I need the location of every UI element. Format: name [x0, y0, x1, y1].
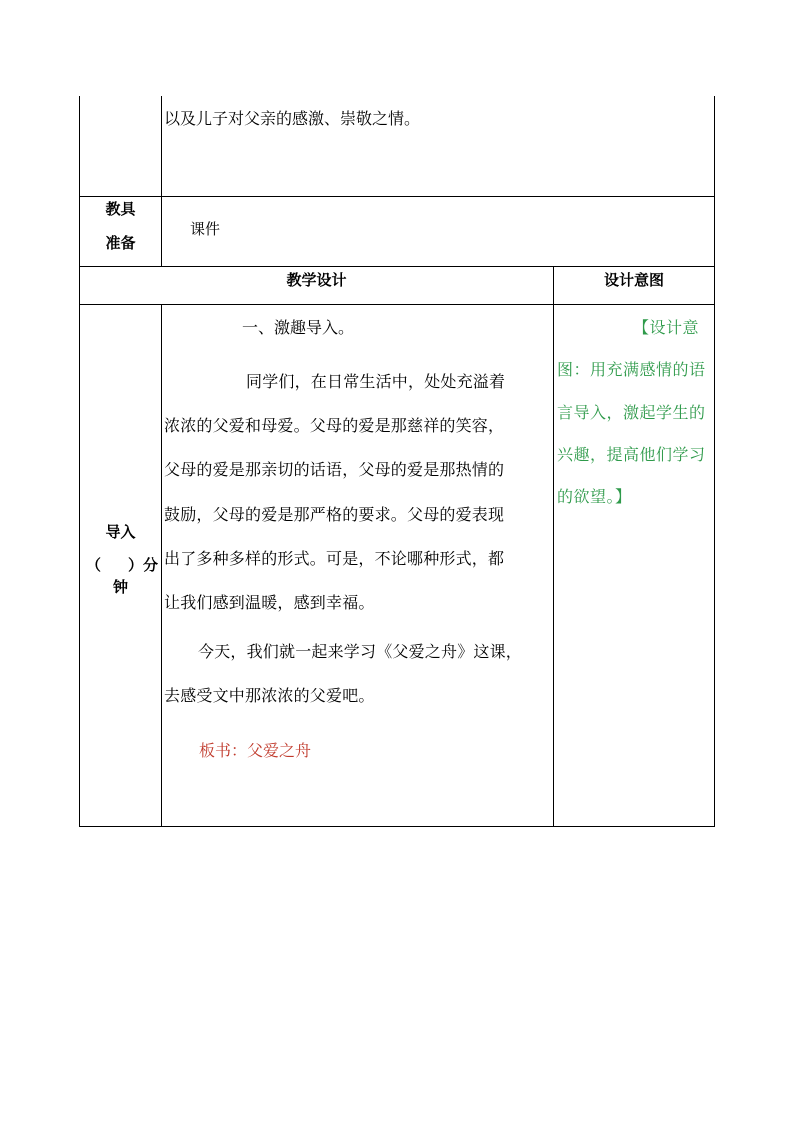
- paragraph1-line: 出了多种多样的形式。可是，不论哪种形式，都: [164, 549, 505, 568]
- goal-text-tail: 以及儿子对父亲的感激、崇敬之情。: [164, 109, 421, 128]
- header-design-column: 教学设计: [286, 271, 347, 289]
- intro-label-paren-left: （: [86, 556, 102, 574]
- intro-label-line3: 钟: [112, 578, 128, 596]
- table-divider-label-upper: [161, 96, 162, 267]
- intent-line: 图：用充满感情的语: [557, 360, 706, 379]
- materials-value: 课件: [190, 220, 221, 238]
- intro-heading: 一、激趣导入。: [242, 318, 355, 337]
- table-border-bottom: [79, 826, 715, 827]
- header-intent-column: 设计意图: [603, 271, 664, 289]
- intro-label-paren-right: ）分: [128, 556, 159, 574]
- table-border-row1-bottom: [79, 196, 715, 197]
- blackboard-note: 板书：父爱之舟: [199, 741, 312, 760]
- paragraph1-line: 让我们感到温暖，感到幸福。: [164, 593, 375, 612]
- intent-line: 兴趣，提高他们学习: [557, 445, 706, 464]
- paragraph1-line: 父母的爱是那亲切的话语，父母的爱是那热情的: [164, 460, 505, 479]
- paragraph2-line: 今天，我们就一起来学习《父爱之舟》这课，: [198, 642, 523, 661]
- table-divider-intent: [553, 266, 554, 827]
- materials-label-line2: 准备: [105, 234, 136, 252]
- table-border-header-bottom: [79, 304, 715, 305]
- intent-line: 【设计意: [633, 318, 700, 337]
- intent-line: 言导入，激起学生的: [557, 403, 706, 422]
- intro-label-line1: 导入: [105, 523, 136, 541]
- paragraph1-line: 鼓励，父母的爱是那严格的要求。父母的爱表现: [164, 505, 505, 524]
- table-border-row2-bottom: [79, 266, 715, 267]
- materials-label-line1: 教具: [105, 200, 136, 218]
- table-divider-label-lower: [161, 304, 162, 827]
- paragraph1-line: 浓浓的父爱和母爱。父母的爱是那慈祥的笑容，: [164, 416, 505, 435]
- intent-line: 的欲望。】: [557, 487, 632, 506]
- paragraph2-line: 去感受文中那浓浓的父爱吧。: [164, 686, 375, 705]
- paragraph1-line: 同学们，在日常生活中，处处充溢着: [246, 372, 506, 391]
